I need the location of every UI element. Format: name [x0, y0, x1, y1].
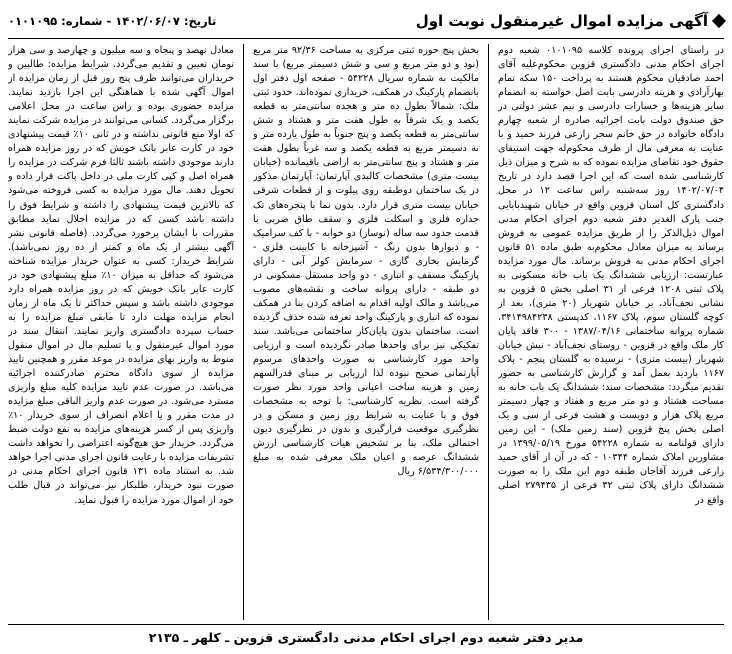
notice-date-number: تاریخ: ۱۴۰۲/۰۶/۰۷ - شماره: ۰۱۰۱۰۹۵	[8, 14, 217, 28]
header-divider	[8, 38, 724, 39]
column-text: معادل نهصد و پنجاه و سه میلیون و چهارصد و سی هزار تومان تعیین و تقدیم می‌گردد. شرایط مزایده: طالبین و خریداران می‌توانند ظرف پنج روز قبل از زمان مزایده از اموال آگهی شده با هماهنگی این اجرا بازدید نمایند. مزایده حضوری بوده و راس ساعت در محل اعلامی برگزار می‌گردد. کسانی می‌توانند در مزایده شرکت نمایند که اولا منع قانونی نداشته و در ثانی ۱۰٪ قیمت پیشنهادی خود در کارت عابر بانک خویش که در روز مزایده همراه دارند موجودی داشته باشند ثالثا فرم شرکت در مزایده را همراه اصل و کپی کارت ملی در داخل پاکت قرار داده و تحویل دهند. مال مورد مزایده به کسی فروخته می‌شود که بالاترین قیمت پیشنهادی را داشته و شرایط فوق را داشته باشد کسی که در مزایده اخلال نماید مطابق مقررات با ایشان برخورد می‌گردد. (فاصله قانونی نشر آگهی بیشتر از یک ماه و کمتر از ده روز نمی‌باشد). شرایط خریدار: کسی به عنوان خریدار مزایده شناخته می‌شود که حداقل به میزان ۱۰٪ مبلغ پیشنهادی خود در کارت عابر بانک خویش که در روز مزایده همراه دارد موجودی داشته باشد و سپس حداکثر تا یک ماه از زمان انجام مزایده مهلت دارد تا مابقی مبلغ مزایده را به حساب سپرده دادگستری واریز نمایند. انتقال سند در مورد اموال غیرمنقول و یا تسلیم مال در اموال منقول منوط به واریز بهای مزایده در موعد مقرر و همچنین تایید مزایده از سوی دادگاه محترم صادرکننده اجرائیه می‌باشد. در صورت عدم تایید مزایده کلیه مبلغ واریزی مسترد می‌شود. در صورت عدم واریز الباقی مبلغ مزایده در مدت مقرر و یا اعلام انصراف از سوی خریدار ۱۰٪ واریزی پس از کسر هزینه‌های مزایده به نفع دولت ضبط می‌گردد. خریدار حق هیچ‌گونه اعتراضی را نخواهد داشت تشریفات مزایده با رعایت قانون اجرای مدنی اجرا خواهد شد. به استناد ماده ۱۳۱ قانون اجرای احکام مدنی در صورت نبود خریدار، طلبکار نیز می‌تواند در قبال طلب خود از اموال مورد مزایده را قبول نماید.	[8, 45, 234, 506]
diamond-bullet-icon	[712, 14, 726, 28]
notice-column-right	[498, 44, 724, 620]
notice-header	[8, 4, 724, 38]
notice-column-middle	[253, 44, 479, 620]
column-text: بخش پنج حوزه ثبتی مرکزی به مساحت ۹۲/۳۶ متر مربع (نود و دو متر مربع و سی و شش دسیمتر مربع) با سند مالکیت به شماره سریال ۵۴۲۲۸ - صفحه اول دفتر اول بانضمام پارکینگ در همکف، خریداری نموده‌اند. حدود ثبتی ملک: شمالاً بطول ده متر و هجده سانتی‌متر به قطعه یکصد و یک شرقاً به طول هفت متر و هشتاد و شش سانتی‌متر به قطعه یکصد و پنج جنوباً به طول یازده متر و نه دسیمتر مربع به قطعه یکصد و سه غرباً بطول هفت متر و هشتاد و پنج سانتی‌متر به اراضی باقیمانده (خیابان بیست متری) مشخصات کالبدی آپارتمان: آپارتمان مذکور در یک ساختمان دوطبقه روی پیلوت و از قطعات شرقی خیابان بیست متری قرار دارد. بدون نما با پنجره‌های تک جداره فلزی و اسکلت فلزی و سقف طاق ضربی با قدمت حدود سه ساله (نوساز) دو خوابه - با کف سرامیک - و دیوارها بدون رنگ - آشپزخانه با کابینت فلزی - گرمایش بخاری گازی - سرمایش کولر آبی - دارای پارکینگ مسقف و انباری - دو واحد مستقل مسکونی در دو طبقه - دارای پروانه ساخت و نقشه‌های مصوب می‌باشد و مالک اولیه اقدام به اضافه کردن بنا در همکف نموده که انباری و پارکینگ واحد تعرفه شده حذف گردیده است. ساختمان بدون پایان‌کار ساختمانی می‌باشد. سند تفکیکی نیز برای واحدها صادر نگردیده است و ارزیابی واحد مورد کارشناسی به صورت واحدهای مرسوم آپارتمانی صحیح نبوده لذا ارزیابی بر مبنای قدرالسهم زمین و هزینه ساخت اعیانی واحد مورد نظر صورت گرفته است. نظریه کارشناسی: با توجه به مشخصات فوق و با عنایت به شرایط روز زمین و مسکن و در نظرگیری موقعیت قرارگیری و بدون در نظرگیری دیون احتمالی ملک، بنا بر تشخیص هیات کارشناسی ارزش ششدانگ عرصه و اعیان ملک معرفی شده به مبلغ ۶/۵۳۴/۳۰۰/۰۰۰ ریال	[253, 45, 479, 478]
notice-body	[8, 44, 724, 620]
column-text: در راستای اجرای پرونده کلاسه ۰۱۰۱۰۹۵ شعبه دوم اجرای احکام مدنی دادگستری قزوین محکوم‌علیه آقای احمد صادقیان محکوم هستند به پرداخت ۱۵۰ سکه تمام بهارآزادی و هزینه دادرسی بابت اصل خواسته به انضمام سایر هزینه‌ها و خسارات دادرسی و نیم عشر دولتی در حق صندوق دولت بابت اجرائیه صادره از شعبه چهارم دادگاه خانواده در حق خانم سحر زارعی فرزند حمید و با عنایت به معرفی مال از طرف محکوم‌له جهت استیفای حقوق خود تقاضای مزایده نموده که به شرح و میزان ذیل کارشناسی شده است که این اجرا قصد دارد در تاریخ ۱۴۰۲/۰۷/۰۴ روز سه‌شنبه راس ساعت ۱۲ در محل دادگستری کل استان قزوین واقع در خیابان شهیدبابایی جنب پارک الغدیر دفتر شعبه دوم اجرای احکام مدنی اموال ذیل‌الذکر را از طریق مزایده عمومی به فروش برساند به میزان معادل محکوم‌به طبق ماده ۵۱ قانون اجرای احکام مدنی به فروش برساند. مال مورد مزایده عبارتست: ارزیابی ششدانگ یک باب خانه مسکونی به پلاک ثبتی ۱۲۰۸ فرعی از ۳۱ اصلی بخش ۵ قزوین به نشانی نجف‌آباد، بر خیابان شهریار (۲۰ متری)، بعد از کوچه گلستان سوم، پلاک ۱۱۶۷، کدپستی ۳۴۱۴۹۸۴۲۳۸، شماره پروانه ساختمانی ۱۳۸۷/۰۴/۱۶ - ۳۰۰ فاقد پایان کار ملک واقع در قزوین - روستای نجف‌آباد - نبش خیابان شهریار (بیست متری) - نرسیده به گلستان پنجم - پلاک ۱۱۶۷ بازدید بعمل آمد و گزارش کارشناسی به حضور تقدیم میگردد: مشخصات سند: ششدانگ یک باب خانه به مساحت هشتاد و دو متر مربع و هفتاد و چهار دسیمتر مربع پلاک هزار و دویست و هشت فرعی از سی و یک اصلی بخش پنج قزوین (سند زمین ملک) - این زمین دارای قولنامه به شماره ۵۴۲۲۸ مورخ ۱۳۹۹/۰۵/۱۹ در مشاورین املاک شماره ۱۰۳۴۴ - که در آن از آقای حمید زارعی فرزند آقاجان طبقه دوم این ملک را به صورت ششدانگ دارای پلاک ثبتی ۳۲ فرعی از ۲۷۹۴۳۵ اصلی واقع در	[498, 45, 724, 506]
column-divider	[488, 44, 489, 620]
auction-notice	[8, 4, 724, 650]
notice-title-text: آگهی مزایده اموال غیرمنقول نوبت اول	[415, 12, 708, 30]
notice-signature: مدیر دفتر شعبه دوم اجرای احکام مدنی دادگستری قزوین ـ کلهر ـ ۲۱۳۵	[8, 624, 724, 649]
notice-title	[416, 12, 724, 30]
column-divider	[243, 44, 244, 620]
notice-column-left	[8, 44, 234, 620]
